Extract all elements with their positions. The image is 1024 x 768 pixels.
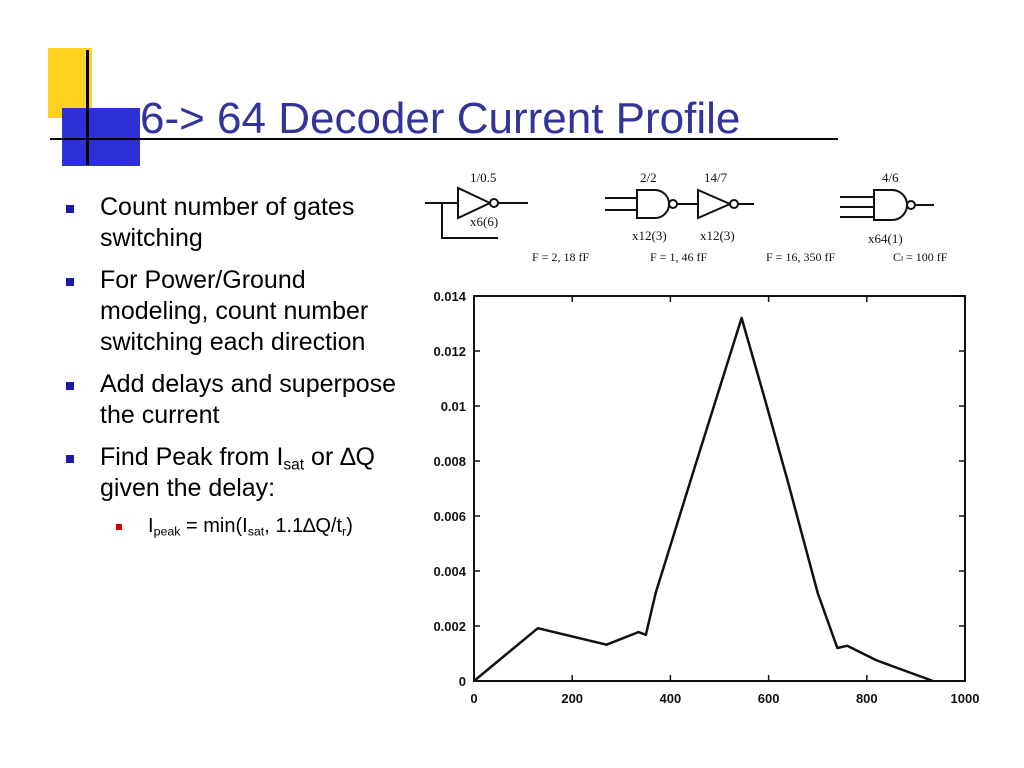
y-tick-label: 0.014 [433, 289, 466, 304]
x-axis [470, 296, 979, 706]
bullet-marker [66, 382, 74, 390]
y-axis [433, 289, 965, 689]
bullet-marker [66, 205, 74, 213]
y-tick-label: 0.008 [433, 454, 466, 469]
inverter-symbol [698, 190, 730, 218]
bullet-item [60, 369, 400, 431]
bullet-text: Find Peak from $I_{sat}$ or ∆Q given the delay: [100, 443, 375, 502]
y-tick-label: 0.002 [433, 619, 466, 634]
stage1-size-label: 1/0.5 [470, 170, 497, 185]
slide-title: 6-> 64 Decoder Current Profile [140, 94, 741, 143]
stage4-effort-label: Cₗ = 100 fF [893, 250, 948, 264]
bullet-item [60, 442, 400, 504]
x-tick-label: 200 [561, 691, 584, 706]
stage4-size-label: 4/6 [882, 170, 899, 185]
stage1-count-label: x6(6) [470, 214, 499, 229]
bullet-text: For Power/Ground modeling, count number switching each direction [100, 266, 369, 356]
plot-frame [474, 296, 965, 681]
bullet-item [60, 265, 400, 358]
stage3-effort-label: F = 16, 350 fF [766, 250, 836, 264]
y-tick-label: 0.006 [433, 509, 466, 524]
bullet-list [60, 192, 400, 539]
bullet-text: Count number of gates switching [100, 193, 355, 252]
stage1-effort-label: F = 2, 18 fF [532, 250, 590, 264]
inversion-bubble [490, 199, 498, 207]
stage3-size-label: 14/7 [704, 170, 728, 185]
bullet-marker [66, 455, 74, 463]
stage2-effort-label: F = 1, 46 fF [650, 250, 708, 264]
stage4-count-label: x64(1) [868, 231, 903, 246]
series-layer [474, 318, 933, 681]
sub-bullet-text: $I_{peak} = \min(I_{sat}$, $1.1\Delta Q/t_r$) [148, 515, 353, 539]
inversion-bubble [669, 200, 677, 208]
decor-vertical-line [86, 50, 89, 165]
nand-gate-symbol [637, 190, 669, 218]
current-profile-line [474, 318, 933, 681]
sub-bullet-marker [116, 524, 122, 530]
x-tick-label: 600 [757, 691, 780, 706]
x-tick-label: 400 [659, 691, 682, 706]
stage2-size-label: 2/2 [640, 170, 657, 185]
stage2-count-label: x12(3) [632, 228, 667, 243]
inversion-bubble [730, 200, 738, 208]
x-tick-label: 1000 [950, 691, 980, 706]
bullet-item [60, 192, 400, 254]
y-tick-label: 0.004 [433, 564, 466, 579]
nand-gate-symbol [874, 190, 907, 220]
sub-bullet-item [60, 513, 400, 539]
decoder-figure [400, 160, 1004, 720]
x-tick-label: 0 [470, 691, 478, 706]
y-tick-label: 0 [458, 674, 466, 689]
inversion-bubble [907, 201, 915, 209]
y-tick-label: 0.01 [440, 399, 466, 414]
y-tick-label: 0.012 [433, 344, 466, 359]
stage3-count-label: x12(3) [700, 228, 735, 243]
decor-blue-square [62, 108, 140, 166]
x-tick-label: 800 [855, 691, 878, 706]
bullet-marker [66, 278, 74, 286]
bullet-text: Add delays and superpose the current [100, 370, 397, 429]
current-profile-chart [433, 289, 979, 706]
gate-chain-schematic [425, 188, 934, 238]
